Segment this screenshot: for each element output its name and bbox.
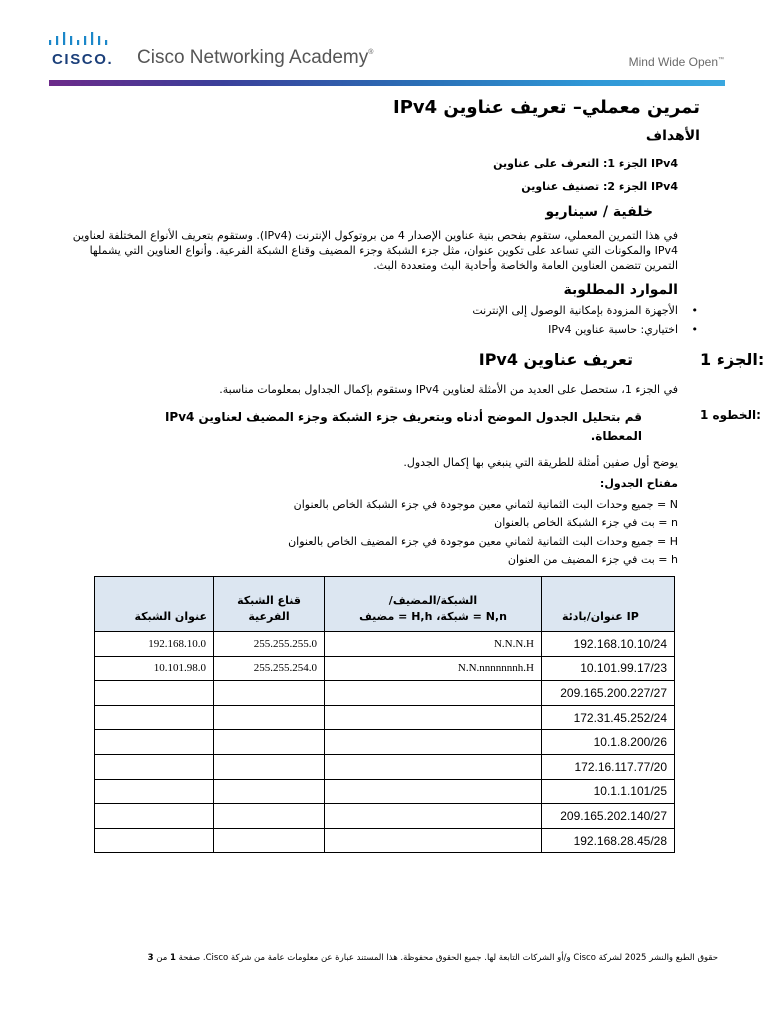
key-heading: مفتاح الجدول: (599, 477, 678, 490)
background-heading: خلفية / سيناريو (545, 204, 653, 220)
step1-label: الخطوه 1: (700, 408, 761, 422)
cisco-logo: CISCO. (52, 51, 114, 68)
key-line: H = جميع وحدات البت الثمانية لثماني معين موجودة في جزء المضيف الخاص بالعنوان (288, 535, 678, 548)
part1-label: الجزء 1: (700, 350, 765, 369)
cell-network-address[interactable] (95, 681, 214, 706)
page-number: 1 (170, 953, 176, 963)
objectives-heading: الأهداف (645, 128, 700, 144)
page-total: 3 (147, 953, 154, 963)
key-line: h = بت في جزء المضيف من العنوان (507, 553, 678, 566)
background-paragraph: في هذا التمرين المعملي، ستقوم بفحص بنية عناوين الإصدار 4 من بروتوكول الإنترنت (IPv4). وستقوم بتعريف الأنواع المختلفة لعناوين IPv4 والمكونات التي تساعد على تكوين عنوان، مثل جزء الشبكة وجزء المضيف وقناع الشبكة الفرعية. وأنواع العناوين التي يشملها التمرين تتضمن العناوين العامة والخاصة وأحادية البث ومتعددة البث. (72, 229, 678, 272)
cell-network-address[interactable]: 10.101.98.0 (95, 656, 214, 681)
ipv4-address-table (94, 576, 675, 853)
cell-network-address[interactable] (95, 754, 214, 779)
cell-network-address[interactable] (95, 779, 214, 804)
cell-network-address[interactable] (95, 705, 214, 730)
header-network-address: عنوان الشبكة (95, 577, 214, 632)
cell-network-host-portion[interactable]: N.N.N.H (325, 632, 542, 657)
cell-network-host-portion[interactable]: N.N.nnnnnnnh.H (325, 656, 542, 681)
table-row (95, 656, 675, 681)
table-row (95, 804, 675, 829)
cell-subnet-mask[interactable]: 255.255.254.0 (214, 656, 325, 681)
part1-title: تعريف عناوين IPv4 (478, 350, 633, 369)
cell-subnet-mask[interactable] (214, 754, 325, 779)
cell-subnet-mask[interactable] (214, 730, 325, 755)
step1-text: قم بتحليل الجدول الموضح أدناه وبتعريف جزء الشبكة وجزء المضيف لعناوين IPv4 المعطاة. (164, 410, 642, 443)
cell-ip-prefix: 192.168.28.45/28 (542, 828, 675, 853)
cell-subnet-mask[interactable] (214, 779, 325, 804)
table-row (95, 754, 675, 779)
cell-subnet-mask[interactable] (214, 828, 325, 853)
cell-network-address[interactable] (95, 730, 214, 755)
document-title: تمرين معملي– تعريف عناوين IPv4 (393, 97, 700, 118)
header-color-bar (49, 80, 725, 86)
cell-ip-prefix: 10.1.1.101/25 (542, 779, 675, 804)
cell-network-host-portion[interactable] (325, 779, 542, 804)
cisco-bars-icon (49, 32, 117, 48)
table-row (95, 828, 675, 853)
tagline: Mind Wide Open™ (628, 55, 724, 69)
cell-network-host-portion[interactable] (325, 705, 542, 730)
cell-network-host-portion[interactable] (325, 730, 542, 755)
cell-ip-prefix: 192.168.10.10/24 (542, 632, 675, 657)
cell-network-host-portion[interactable] (325, 804, 542, 829)
cell-network-host-portion[interactable] (325, 828, 542, 853)
cell-ip-prefix: 10.1.8.200/26 (542, 730, 675, 755)
objective-part1: الجزء 1: التعرف على عناوين IPv4 (493, 157, 678, 170)
header-network-host-portion: /الشبكة/المضيف N,n = شبكة، H,h = مضيف (325, 577, 542, 632)
cell-subnet-mask[interactable] (214, 705, 325, 730)
cell-ip-prefix: 172.16.117.77/20 (542, 754, 675, 779)
resources-heading: الموارد المطلوبة (563, 282, 678, 298)
header-ip-prefix: عنوان/بادئة IP (542, 577, 675, 632)
key-line: n = بت في جزء الشبكة الخاص بالعنوان (494, 516, 678, 529)
cell-subnet-mask[interactable] (214, 804, 325, 829)
resource-item: • الأجهزة المزودة بإمكانية الوصول إلى الإنترنت (472, 304, 698, 317)
cell-ip-prefix: 10.101.99.17/23 (542, 656, 675, 681)
cell-ip-prefix: 209.165.202.140/27 (542, 804, 675, 829)
header-subnet-mask: قناع الشبكة الفرعية (214, 577, 325, 632)
key-line: N = جميع وحدات البت الثمانية لثماني معين موجودة في جزء الشبكة الخاص بالعنوان (293, 498, 678, 511)
table-row (95, 632, 675, 657)
example-note: يوضح أول صفين أمثلة للطريقة التي ينبغي بها إكمال الجدول. (403, 456, 678, 469)
cell-network-address[interactable]: 192.168.10.0 (95, 632, 214, 657)
cell-subnet-mask[interactable]: 255.255.255.0 (214, 632, 325, 657)
cell-network-address[interactable] (95, 804, 214, 829)
table-row (95, 705, 675, 730)
cell-network-host-portion[interactable] (325, 754, 542, 779)
page-footer: حقوق الطبع والنشر 2025 لشركة Cisco و/أو الشركات التابعة لها. جميع الحقوق محفوظة. هذا المستند عبارة عن معلومات عامة من شركة Cisco. صفحة 1 من 3 (147, 953, 718, 963)
cell-ip-prefix: 172.31.45.252/24 (542, 705, 675, 730)
part1-intro: في الجزء 1، ستحصل على العديد من الأمثلة لعناوين IPv4 وستقوم بإكمال الجداول بمعلومات مناسبة. (219, 383, 678, 396)
academy-name: Cisco Networking Academy® (137, 47, 374, 68)
table-header-row (95, 577, 675, 632)
cell-ip-prefix: 209.165.200.227/27 (542, 681, 675, 706)
page-header (0, 0, 768, 96)
objective-part2: الجزء 2: تصنيف عناوين IPv4 (521, 180, 678, 193)
resource-item: • اختياري: حاسبة عناوين IPv4 (548, 323, 698, 336)
cell-network-host-portion[interactable] (325, 681, 542, 706)
cell-network-address[interactable] (95, 828, 214, 853)
table-row (95, 730, 675, 755)
table-row (95, 681, 675, 706)
cell-subnet-mask[interactable] (214, 681, 325, 706)
table-row (95, 779, 675, 804)
